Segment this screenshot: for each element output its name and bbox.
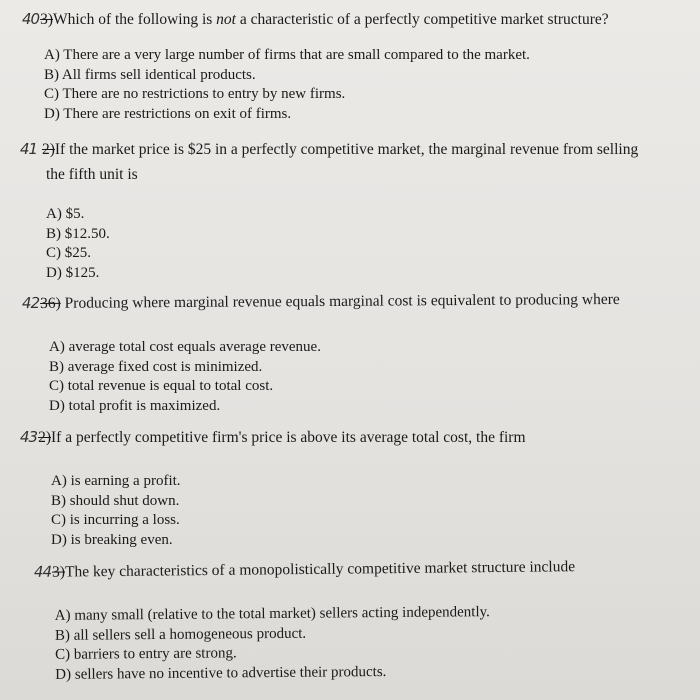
options-list — [49, 338, 321, 416]
stem-text: If the market price is $25 in a perfectly competitive market, the marginal revenue from selling — [54, 141, 639, 158]
options-list — [44, 46, 530, 124]
question-stem — [22, 290, 620, 313]
printed-number: 3) — [40, 11, 54, 28]
options-list — [51, 472, 181, 550]
stem-text: Producing where marginal revenue equals marginal cost is equivalent to producing where — [64, 290, 620, 312]
handwritten-number: 40 — [22, 10, 40, 28]
question-stem — [20, 140, 638, 159]
stem-continuation: the fifth unit is — [46, 166, 138, 183]
option-a[interactable]: A) is earning a profit. — [51, 473, 181, 489]
stem-text: If a perfectly competitive firm's price is above its average total cost, the firm — [51, 429, 526, 446]
stem-emphasis: not — [216, 11, 236, 28]
option-a[interactable]: A) many small (relative to the total market) sellers acting independently. — [54, 604, 490, 624]
option-b[interactable]: B) average fixed cost is minimized. — [49, 358, 263, 375]
handwritten-number: 44 — [33, 562, 52, 581]
option-a[interactable]: A) $5. — [46, 206, 85, 222]
option-c[interactable]: C) barriers to entry are strong. — [55, 645, 237, 663]
handwritten-number: 43 — [20, 428, 38, 446]
option-d[interactable]: D) total profit is maximized. — [49, 397, 221, 414]
option-b[interactable]: B) all sellers sell a homogeneous product. — [54, 625, 307, 644]
question-stem — [34, 557, 575, 582]
printed-number: 3) — [52, 563, 66, 581]
question-stem — [20, 428, 526, 447]
stem-text: Which of the following is — [53, 11, 217, 28]
option-c[interactable]: C) is incurring a loss. — [51, 512, 180, 528]
handwritten-number: 42 — [21, 293, 40, 313]
option-c[interactable]: C) total revenue is equal to total cost. — [49, 378, 274, 394]
option-d[interactable]: D) sellers have no incentive to advertise their products. — [55, 663, 387, 683]
stem-text: The key characteristics of a monopolistically competitive market structure include — [64, 558, 576, 581]
option-a[interactable]: A) There are a very large number of firms that are small compared to the market. — [44, 47, 530, 63]
option-c[interactable]: C) There are no restrictions to entry by new firms. — [44, 86, 346, 102]
options-list — [46, 205, 110, 283]
option-c[interactable]: C) $25. — [46, 245, 91, 261]
option-b[interactable]: B) All firms sell identical products. — [44, 66, 256, 83]
question-stem — [22, 10, 609, 29]
option-d[interactable]: D) There are restrictions on exit of firms. — [44, 105, 292, 122]
options-list — [55, 603, 491, 685]
option-a[interactable]: A) average total cost equals average revenue. — [49, 339, 321, 355]
handwritten-number: 41 — [20, 140, 38, 158]
option-b[interactable]: B) $12.50. — [46, 225, 110, 242]
printed-number: 2) — [38, 429, 52, 446]
option-d[interactable]: D) is breaking even. — [51, 531, 173, 548]
option-d[interactable]: D) $125. — [46, 264, 100, 281]
printed-number: 36) — [40, 294, 61, 312]
stem-text: a characteristic of a perfectly competitive market structure? — [235, 11, 609, 28]
printed-number: 2) — [41, 141, 55, 158]
option-b[interactable]: B) should shut down. — [51, 492, 180, 509]
